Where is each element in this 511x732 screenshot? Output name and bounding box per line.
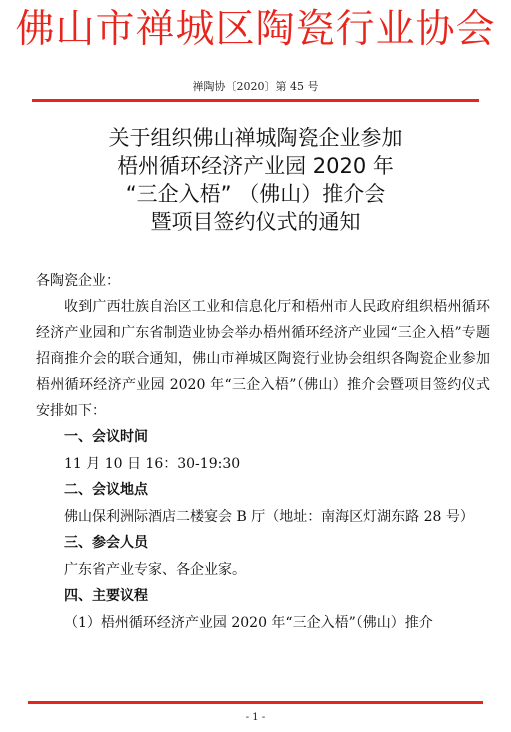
section-heading-attendees: 三、参会人员 <box>64 535 148 551</box>
intro-paragraph: 收到广西壮族自治区工业和信息化厅和梧州市人民政府组织梧州循环经济产业园和广东省制造业协会举办梧州循环经济产业园“三企入梧”专题招商推介会的联合通知，佛山市禅城区陶瓷行业协会组织各陶瓷企业参加梧州循环经济产业园 2020 年“三企入梧”（佛山）推介会暨项目签约仪式安排如下： <box>36 299 490 419</box>
title-line-4: 暨项目签约仪式的通知 <box>150 210 361 234</box>
title-line-2: 梧州循环经济产业园 2020 年 <box>117 154 394 178</box>
section-content-venue: 佛山保利洲际酒店二楼宴会 B 厅（地址：南海区灯湖东路 28 号） <box>64 509 474 525</box>
section-content-agenda: （1）梧州循环经济产业园 2020 年“三企入梧”（佛山）推介 <box>64 615 433 631</box>
title-line-3: “三企入梧” （佛山）推介会 <box>125 182 386 206</box>
section-heading-venue: 二、会议地点 <box>64 482 148 498</box>
document-number: 禅陶协〔2020〕第 45 号 <box>192 80 319 93</box>
salutation: 各陶瓷企业： <box>36 273 120 289</box>
section-heading-agenda: 四、主要议程 <box>64 588 148 604</box>
letterhead-org-name: 佛山市禅城区陶瓷行业协会 <box>15 7 496 52</box>
document-body <box>36 268 490 636</box>
section-heading-time: 一、会议时间 <box>64 429 148 445</box>
section-content-time: 11 月 10 日 16：30-19:30 <box>64 456 241 472</box>
page-number: - 1 - <box>245 712 266 723</box>
letterhead-red-rule <box>32 99 479 102</box>
footer-red-rule <box>28 701 483 704</box>
section-content-attendees: 广东省产业专家、各企业家。 <box>64 562 246 578</box>
document-title <box>0 124 511 236</box>
title-line-1: 关于组织佛山禅城陶瓷企业参加 <box>108 126 403 150</box>
